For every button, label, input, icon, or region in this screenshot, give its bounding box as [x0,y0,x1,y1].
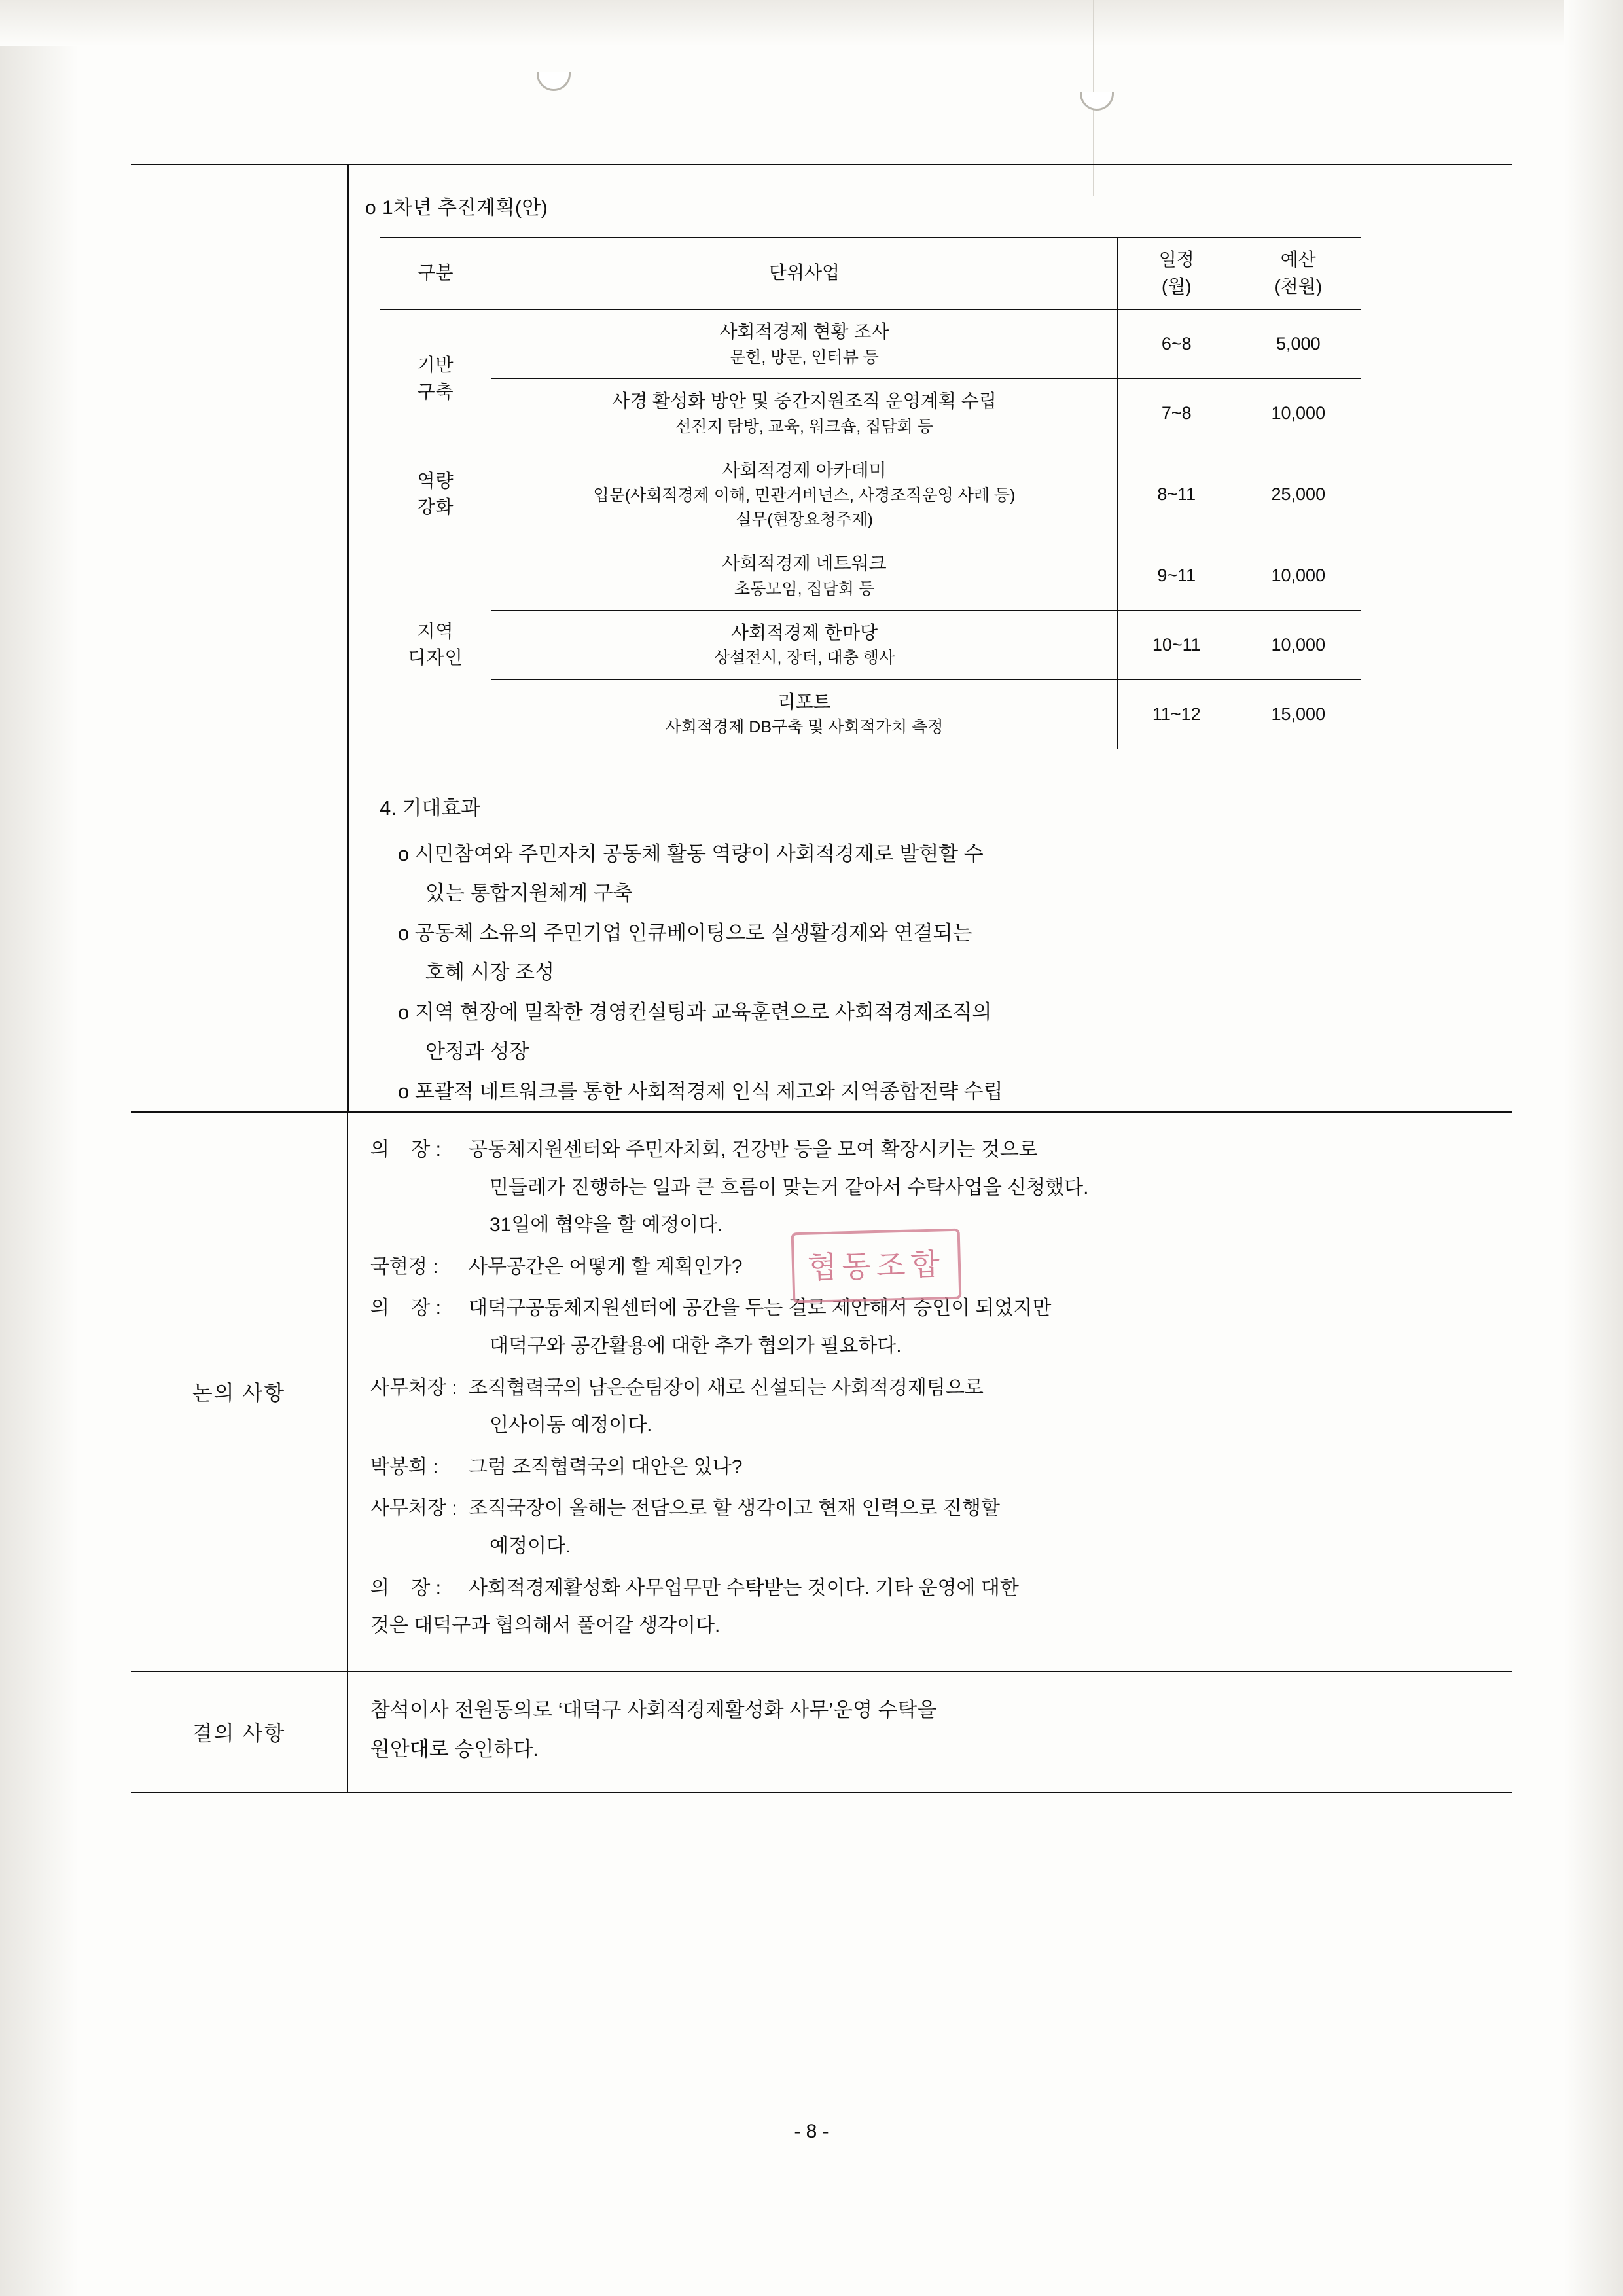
cell-schedule: 9~11 [1117,541,1236,610]
cell-unit-project [491,679,1118,749]
dialogue-entry [370,1131,1489,1244]
unit-sub: 상설전시, 장터, 대충 행사 [713,649,895,668]
cell-budget: 10,000 [1236,610,1361,679]
cell-category: 기반 구축 [380,310,491,448]
punch-hole-icon [1080,92,1114,111]
cell-budget: 10,000 [1236,541,1361,610]
table-row [380,679,1361,749]
speech-line-1: 공동체지원센터와 주민자치회, 건강반 등을 모여 확장시키는 것으로 [469,1139,1038,1160]
table-header-row [380,238,1361,310]
effect-line-1: o 공동체 소유의 주민기업 인큐베이팅으로 실생활경제와 연결되는 [398,921,972,944]
speech-line-1: 사회적경제활성화 사무업무만 수탁받는 것이다. 기타 운영에 대한 [469,1577,1019,1599]
resolution-body [348,1672,1512,1792]
cell-category: 지역 디자인 [380,541,491,749]
cell-unit-project [491,541,1118,610]
speech-line-2: 대덕구와 공간활용에 대한 추가 협의가 필요하다. [490,1335,902,1357]
speaker-name: 의 장 : [370,1139,441,1160]
effect-line-2: 호혜 시장 조성 [425,961,554,984]
unit-main: 사회적경제 네트워크 [722,552,887,573]
speech-line-3: 31일에 협약을 할 예정이다. [490,1214,723,1236]
table-row [380,610,1361,679]
effect-item [398,993,1368,1072]
cell-unit-project [491,610,1118,679]
dialogue-entry [370,1570,1489,1645]
cell-unit-project [491,448,1118,541]
resolution-line-2: 원안대로 승인하다. [370,1738,539,1761]
speech-line-2: 민들레가 진행하는 일과 큰 흐름이 맞는거 같아서 수탁사업을 신청했다. [490,1176,1089,1198]
unit-sub: 문헌, 방문, 인터뷰 등 [730,348,879,367]
scan-edge-top [0,0,1623,46]
page-number: - 8 - [794,2121,829,2142]
cell-schedule: 11~12 [1117,679,1236,749]
cell-schedule: 10~11 [1117,610,1236,679]
th-budget [1236,238,1361,310]
unit-sub-2: 실무(현장요청주제) [736,510,873,529]
discussion-body [348,1113,1512,1671]
dialogue-entry [370,1490,1489,1565]
scan-edge-left [0,0,79,2296]
official-seal-stamp: 협동조합 [791,1229,962,1304]
upper-section-body [347,165,1368,1111]
cell-schedule: 7~8 [1117,379,1236,448]
th-schedule-unit: (월) [1161,276,1192,296]
speech-line-2: 인사이동 예정이다. [490,1414,652,1437]
discussion-label: 논의 사항 [131,1113,348,1671]
effect-line-1: o 시민참여와 주민자치 공동체 활동 역량이 사회적경제로 발현할 수 [398,842,984,865]
upper-section [131,164,1512,1111]
speaker-name: 사무처장 : [370,1376,457,1399]
speaker-name: 의 장 : [370,1577,441,1599]
unit-main: 리포트 [777,691,831,712]
cell-schedule: 6~8 [1117,310,1236,379]
section-vertical-rule [347,165,349,1111]
cell-budget: 10,000 [1236,379,1361,448]
effect-item [398,1072,1368,1111]
cell-category: 역량 강화 [380,448,491,541]
speech-line-1: 조직국장이 올해는 전담으로 할 생각이고 현재 인력으로 진행할 [469,1498,1000,1520]
speech-line-1: 사무공간은 어떻게 할 계획인가? [469,1255,743,1278]
unit-sub: 사회적경제 DB구축 및 사회적가치 측정 [665,718,944,737]
scan-edge-right [1564,0,1623,2296]
resolution-label: 결의 사항 [131,1672,348,1792]
cell-budget: 15,000 [1236,679,1361,749]
th-schedule [1117,238,1236,310]
effect-item [398,914,1368,993]
plan-table [380,237,1361,749]
document-content [131,164,1512,1793]
th-gubun: 구분 [380,238,491,310]
expected-effects-section [380,789,1368,1112]
unit-sub: 선진지 탐방, 교육, 워크숍, 집담회 등 [675,417,933,436]
speaker-name: 국현정 : [370,1255,438,1278]
effect-line-2: 있는 통합지원체계 구축 [425,882,633,905]
effect-item [398,834,1368,914]
effect-line-1: o 포괄적 네트워크를 통한 사회적경제 인식 제고와 지역종합전략 수립 [398,1079,1003,1103]
dialogue-entry [370,1369,1489,1444]
cell-unit-project [491,310,1118,379]
cell-budget: 5,000 [1236,310,1361,379]
expected-effects-heading: 4. 기대효과 [380,796,481,819]
unit-sub: 초동모임, 집담회 등 [734,579,875,598]
resolution-row [131,1671,1512,1793]
table-row [380,541,1361,610]
table-row [380,379,1361,448]
unit-main: 사회적경제 현황 조사 [719,321,889,342]
discussion-row [131,1111,1512,1671]
speaker-name: 사무처장 : [370,1498,457,1520]
dialogue-entry [370,1448,1489,1486]
th-budget-unit: (천원) [1274,276,1323,296]
speech-line-wrap: 것은 대덕구과 협의해서 풀어갈 생각이다. [370,1615,721,1637]
effect-line-2: 안정과 성장 [425,1040,529,1064]
speech-line-1: 그럼 조직협력국의 대안은 있나? [469,1456,743,1478]
cell-unit-project [491,379,1118,448]
cell-budget: 25,000 [1236,448,1361,541]
unit-main: 사회적경제 아카데미 [722,459,887,480]
speech-line-1: 조직협력국의 남은순팀장이 새로 신설되는 사회적경제팀으로 [469,1376,984,1399]
effect-line-1: o 지역 현장에 밀착한 경영컨설팅과 교육훈련으로 사회적경제조직의 [398,1000,992,1024]
dialogue-entry [370,1289,1489,1365]
cell-schedule: 8~11 [1117,448,1236,541]
th-budget-label: 예산 [1280,249,1316,270]
speech-line-1: 대덕구공동체지원센터에 공간을 두는 걸로 제안해서 승인이 되었지만 [469,1297,1052,1319]
unit-main: 사회적경제 한마당 [730,622,878,643]
resolution-line-1: 참석이사 전원동의로 ‘대덕구 사회적경제활성화 사무’운영 수탁을 [370,1698,937,1721]
speech-line-2: 예정이다. [490,1535,571,1557]
plan-heading: o 1차년 추진계획(안) [365,197,548,219]
punch-hole-icon [537,72,571,91]
table-row [380,448,1361,541]
table-row [380,310,1361,379]
speaker-name: 박봉희 : [370,1456,438,1478]
th-schedule-label: 일정 [1158,249,1194,270]
unit-sub: 입문(사회적경제 이해, 민관거버넌스, 사경조직운영 사례 등) [593,486,1016,505]
unit-main: 사경 활성화 방안 및 중간지원조직 운영계획 수립 [612,391,997,412]
speaker-name: 의 장 : [370,1297,441,1319]
th-unit-project: 단위사업 [491,238,1118,310]
